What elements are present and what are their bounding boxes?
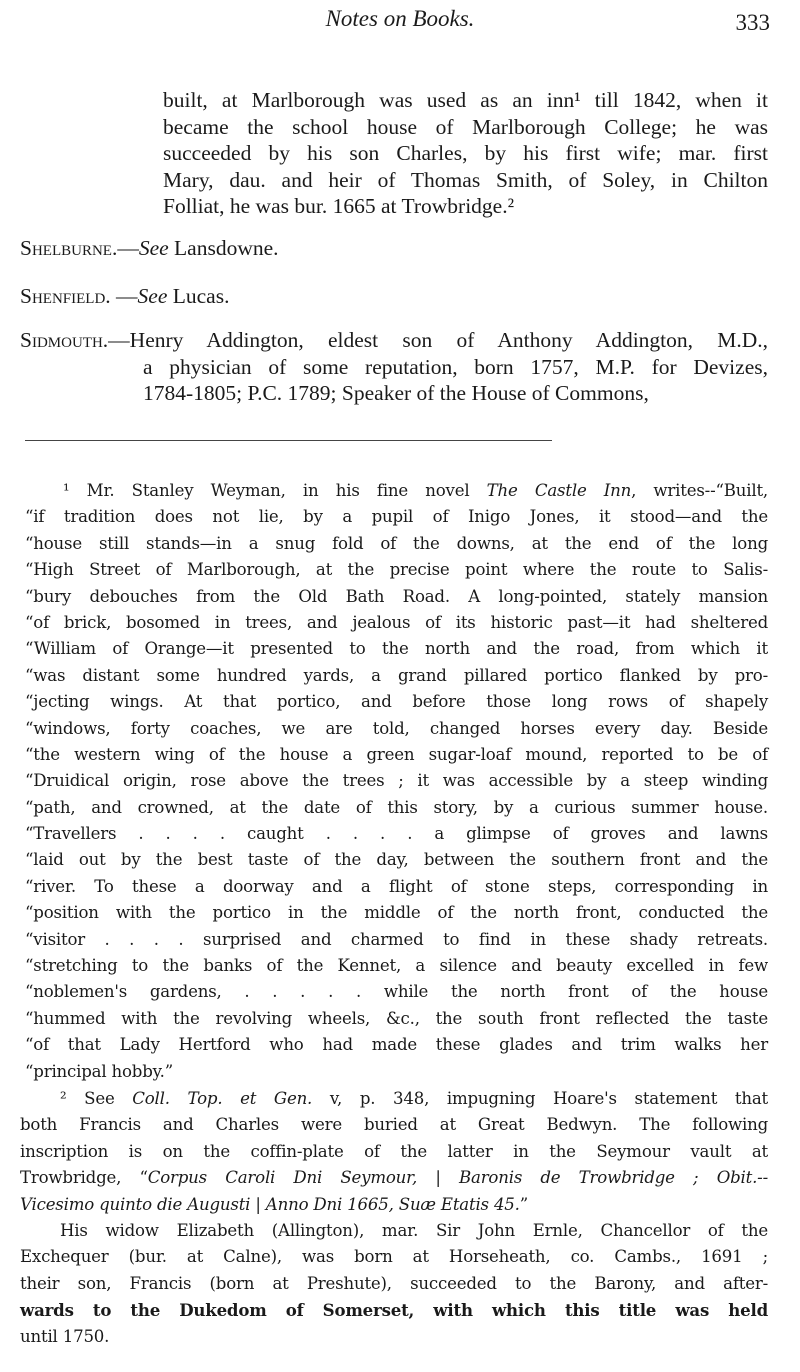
text-line <box>25 927 768 953</box>
text-line <box>25 504 768 530</box>
text-segment: .— <box>111 236 139 260</box>
text-segment: “laid out by the best taste of the day, between the southern front and the <box>25 850 768 870</box>
text-segment: Shelburne <box>20 236 112 260</box>
text-line <box>25 689 768 715</box>
text-segment: “river. To these a doorway and a flight of stone steps, corresponding in <box>25 876 768 896</box>
text-segment: ² See <box>60 1089 133 1108</box>
text-segment: “the western wing of the house a green sugar-loaf mound, reported to be of <box>25 744 768 764</box>
entry-shelburne <box>0 235 800 262</box>
text-segment: both Francis and Charles were buried at Great Bedwyn. The following <box>20 1115 768 1135</box>
text-segment: See <box>137 284 168 308</box>
text-line <box>25 584 768 610</box>
text-segment: “path, and crowned, at the date of this story, by a curious summer house. <box>25 797 768 817</box>
text-segment: Lucas. <box>167 284 230 308</box>
text-segment: “position with the portico in the middle of the north front, conducted the <box>25 903 768 923</box>
footnote-separator-rule <box>25 440 552 441</box>
text-line <box>60 1218 768 1244</box>
text-line <box>163 193 768 220</box>
text-segment: “principal hobby.” <box>25 1061 173 1081</box>
text-segment: “stretching to the banks of the Kennet, a silence and beauty excelled in few <box>25 956 768 976</box>
text-line <box>20 1165 768 1191</box>
text-segment: their son, Francis (born at Preshute), succeeded to the Barony, and after- <box>20 1273 768 1293</box>
text-line <box>25 874 768 900</box>
text-line <box>25 663 768 689</box>
text-line <box>25 847 768 873</box>
text-segment: “bury debouches from the Old Bath Road. A long-pointed, stately mansion <box>25 586 768 606</box>
text-segment: Lansdowne. <box>168 236 279 260</box>
text-segment: “house still stands—in a snug fold of the downs, at the end of the long <box>25 533 768 553</box>
text-line <box>25 1059 768 1085</box>
text-line <box>25 610 768 636</box>
text-segment: His widow Elizabeth (Allington), mar. Sir John Ernle, Chancellor of the <box>60 1220 768 1240</box>
text-segment: “High Street of Marlborough, at the precise point where the route to Salis- <box>25 560 768 580</box>
text-line <box>143 354 768 381</box>
text-line <box>163 140 768 167</box>
page-number: 333 <box>735 10 770 35</box>
text-segment: Exchequer (bur. at Calne), was born at Horseheath, co. Cambs., 1691 ; <box>20 1247 768 1267</box>
text-segment: 1784-1805; P.C. 1789; Speaker of the House of Commons, <box>143 381 649 405</box>
text-segment: .—Henry Addington, eldest son of Anthony Addington, M.D., <box>102 328 768 352</box>
text-segment: Mary, dau. and heir of Thomas Smith, of Soley, in Chilton <box>163 167 768 192</box>
text-line <box>25 716 768 742</box>
text-line <box>20 1192 768 1218</box>
text-segment: a physician of some reputation, born 1757, M.P. for Devizes, <box>143 354 768 379</box>
text-line <box>143 380 768 407</box>
text-segment: “of that Lady Hertford who had made these glades and trim walks her <box>25 1035 768 1055</box>
text-segment: Coll. Top. et Gen. <box>132 1089 313 1108</box>
text-segment: The Castle Inn <box>486 481 632 500</box>
text-segment: “of brick, bosomed in trees, and jealous of its historic past—it had sheltered <box>25 612 768 632</box>
text-segment: “William of Orange—it presented to the north and the road, from which it <box>25 639 768 659</box>
text-segment: built, at Marlborough was used as an inn¹ till 1842, when it <box>163 88 768 112</box>
text-segment: Folliat, he was bur. 1665 at Trowbridge.² <box>163 194 515 218</box>
text-segment: “if tradition does not lie, by a pupil of Inigo Jones, it stood—and the <box>25 507 768 527</box>
text-line <box>25 979 768 1005</box>
text-line <box>20 327 768 354</box>
text-line <box>25 557 768 583</box>
text-line <box>20 1271 768 1297</box>
text-segment: v, p. 348, impugning Hoare's statement that <box>312 1089 769 1108</box>
text-line <box>163 114 768 141</box>
text-segment: ¹ Mr. Stanley Weyman, in his fine novel <box>63 481 487 500</box>
footnote-2 <box>0 1086 800 1350</box>
text-line <box>20 1297 768 1323</box>
text-line <box>25 795 768 821</box>
text-line <box>25 768 768 794</box>
text-line <box>25 1032 768 1058</box>
text-segment: “Druidical origin, rose above the trees ; it was accessible by a steep winding <box>25 771 768 791</box>
text-line <box>25 900 768 926</box>
text-segment: Trowbridge, “ <box>20 1168 148 1188</box>
text-segment: . — <box>105 284 138 308</box>
text-line <box>25 636 768 662</box>
text-segment: until 1750. <box>20 1326 110 1346</box>
text-line <box>25 742 768 768</box>
text-segment: “windows, forty coaches, we are told, changed horses every day. Beside <box>25 718 768 738</box>
text-segment: “Travellers . . . . caught . . . . a glimpse of groves and lawns <box>25 824 768 844</box>
text-segment: “jecting wings. At that portico, and before those long rows of shapely <box>25 692 768 712</box>
entry-sidmouth <box>0 327 800 407</box>
text-line <box>20 1324 768 1350</box>
text-line <box>20 1112 768 1138</box>
text-line <box>20 283 768 310</box>
text-line <box>20 1139 768 1165</box>
text-line <box>25 1006 768 1032</box>
text-segment: “hummed with the revolving wheels, &c., the south front reflected the taste <box>25 1008 768 1028</box>
text-line <box>25 953 768 979</box>
text-segment: , writes--“Built, <box>631 481 769 500</box>
text-segment: Corpus Caroli Dni Seymour, | Baronis de Trowbridge ; Obit.-- <box>147 1168 768 1188</box>
running-header-title: Notes on Books. <box>325 6 475 31</box>
text-line <box>63 478 768 504</box>
text-segment: “visitor . . . . surprised and charmed to find in these shady retreats. <box>25 929 768 949</box>
text-line <box>163 87 768 114</box>
text-line <box>25 531 768 557</box>
text-segment: Vicesimo quinto die Augusti | Anno Dni 1665, Suæ Etatis 45. <box>20 1194 520 1214</box>
text-segment: “was distant some hundred yards, a grand pillared portico flanked by pro- <box>25 665 768 685</box>
text-segment: See <box>138 236 169 260</box>
footnote-1 <box>0 478 800 1085</box>
text-segment: ” <box>519 1194 529 1214</box>
text-segment: Sidmouth <box>20 328 103 352</box>
text-line <box>60 1086 768 1112</box>
text-segment: wards to the Dukedom of Somerset, with which this title was held <box>20 1300 768 1321</box>
text-line <box>20 235 768 262</box>
text-segment: succeeded by his son Charles, by his first wife; mar. first <box>163 141 768 165</box>
text-line <box>20 1244 768 1270</box>
text-line <box>25 821 768 847</box>
text-segment: inscription is on the coffin-plate of the latter in the Seymour vault at <box>20 1141 768 1161</box>
text-segment: “noblemen's gardens, . . . . . while the north front of the house <box>25 982 768 1002</box>
main-continuation <box>0 87 800 220</box>
entry-shenfield <box>0 283 800 310</box>
text-line <box>163 167 768 194</box>
text-segment: Shenfield <box>20 284 106 308</box>
text-segment: became the school house of Marlborough College; he was <box>163 114 768 139</box>
